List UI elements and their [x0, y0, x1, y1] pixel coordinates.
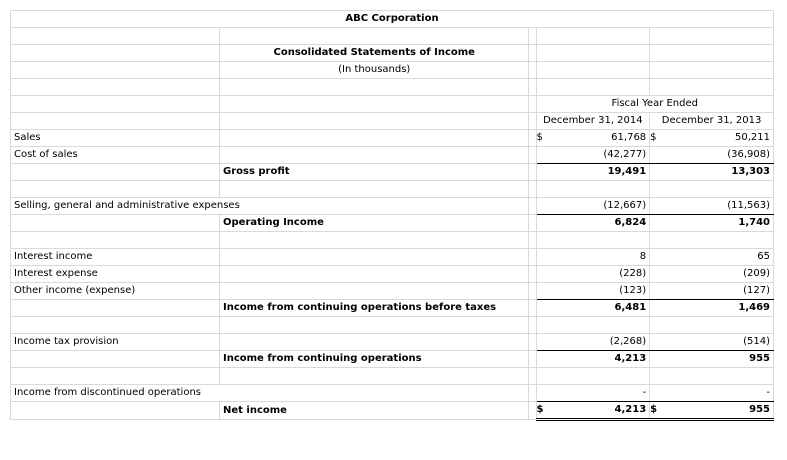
table-row [11, 385, 774, 402]
row-label: Cost of sales [11, 147, 220, 164]
row-label: Interest expense [11, 266, 220, 283]
row-label: Income from continuing operations [220, 351, 529, 368]
cell-value: (36,908) [650, 147, 774, 164]
table-row [11, 334, 774, 351]
cell-value: - [650, 385, 774, 402]
cell-value: 50,211 [735, 132, 770, 143]
period-header: Fiscal Year Ended [536, 96, 773, 113]
row-label: Income from continuing operations before taxes [220, 300, 529, 317]
income-statement-grid [10, 10, 774, 421]
cell-value: (12,667) [536, 198, 650, 215]
cell-value: (42,277) [536, 147, 650, 164]
currency-sign: $ [650, 404, 658, 415]
table-row [11, 198, 774, 215]
cell-value: (11,563) [650, 198, 774, 215]
statement-title: Consolidated Statements of Income [220, 45, 529, 62]
row-label: Sales [11, 130, 220, 147]
cell-value: 1,469 [650, 300, 774, 317]
table-row [11, 266, 774, 283]
cell-value: (228) [536, 266, 650, 283]
row-label: Gross profit [220, 164, 529, 181]
cell-value: 955 [749, 404, 770, 415]
row-label: Net income [220, 402, 529, 420]
cell-value: (127) [650, 283, 774, 300]
cell-value: 4,213 [614, 404, 647, 415]
currency-sign: $ [650, 132, 657, 143]
currency-sign: $ [536, 404, 544, 415]
cell-value: 955 [650, 351, 774, 368]
row-label: Interest income [11, 249, 220, 266]
cell-value: 13,303 [650, 164, 774, 181]
table-row [11, 402, 774, 420]
cell-value: (123) [536, 283, 650, 300]
table-row [11, 164, 774, 181]
table-row [11, 147, 774, 164]
table-row [11, 300, 774, 317]
cell-value: (2,268) [536, 334, 650, 351]
row-label: Income tax provision [11, 334, 220, 351]
row-label: Income from discontinued operations [11, 385, 529, 402]
cell-value: 6,481 [536, 300, 650, 317]
cell-value: 1,740 [650, 215, 774, 232]
cell-value: 4,213 [536, 351, 650, 368]
cell-value: 19,491 [536, 164, 650, 181]
column-header-2013: December 31, 2013 [650, 113, 774, 130]
table-row [11, 249, 774, 266]
cell-value: (514) [650, 334, 774, 351]
currency-sign: $ [536, 132, 543, 143]
company-title: ABC Corporation [11, 11, 774, 28]
cell-value: 6,824 [536, 215, 650, 232]
table-row [11, 351, 774, 368]
column-header-2014: December 31, 2014 [536, 113, 650, 130]
row-label: Operating Income [220, 215, 529, 232]
table-row [11, 215, 774, 232]
cell-value: 8 [536, 249, 650, 266]
cell-value: - [536, 385, 650, 402]
cell-value: (209) [650, 266, 774, 283]
cell-value: 61,768 [611, 132, 647, 143]
table-row [11, 130, 774, 147]
row-label: Other income (expense) [11, 283, 220, 300]
row-title [11, 11, 774, 28]
units-note: (In thousands) [220, 62, 529, 79]
row-label: Selling, general and administrative expenses [11, 198, 529, 215]
cell-value: 65 [650, 249, 774, 266]
table-row [11, 283, 774, 300]
